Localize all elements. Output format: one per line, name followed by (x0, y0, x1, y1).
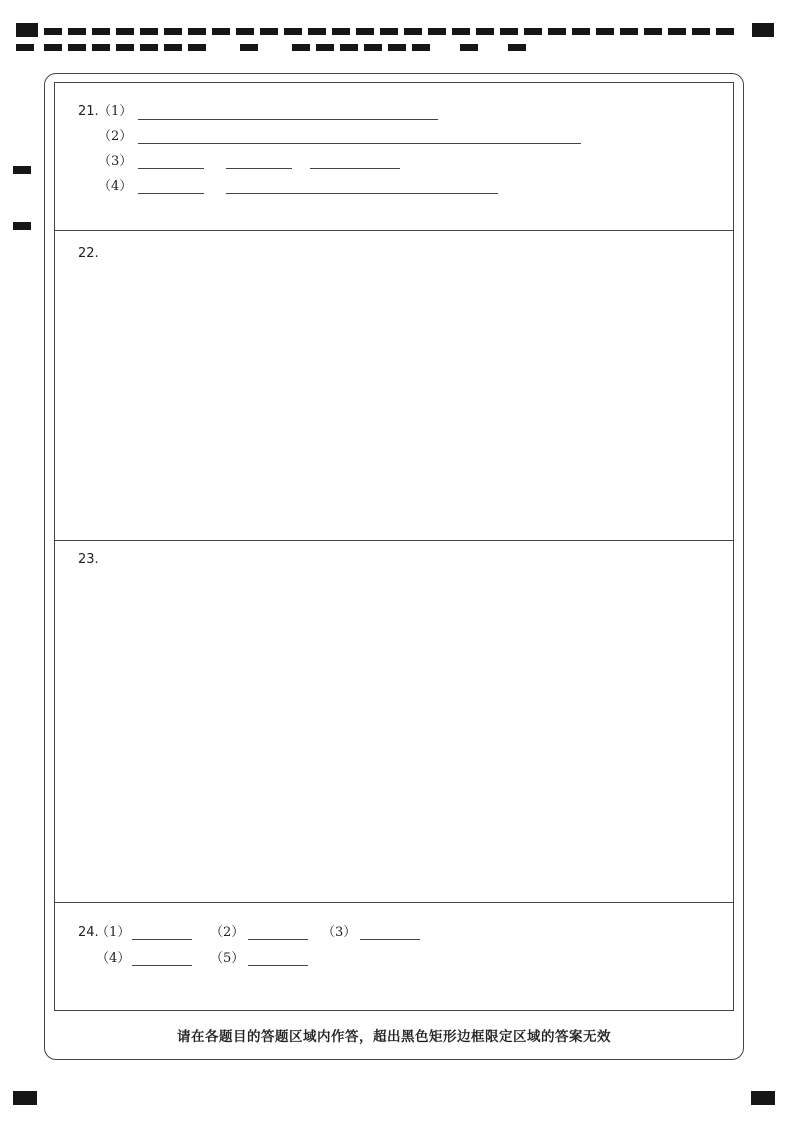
divider-22 (54, 230, 734, 231)
part-label: （3） (322, 925, 357, 940)
question-number: 21. (78, 104, 99, 119)
question-number: 24. (78, 925, 99, 940)
question-number: 23. (78, 552, 99, 567)
answer-blank[interactable] (226, 193, 498, 194)
part-label: （2） (210, 925, 245, 940)
side-mark (13, 166, 31, 174)
answer-blank[interactable] (248, 965, 308, 966)
divider-24 (54, 902, 734, 903)
part-label: （1） (96, 925, 131, 940)
answer-area-frame (54, 82, 734, 1011)
part-label: （4） (98, 179, 133, 194)
question-number: 22. (78, 246, 99, 261)
side-mark (13, 222, 31, 230)
answer-blank[interactable] (226, 168, 292, 169)
answer-blank[interactable] (138, 168, 204, 169)
answer-blank[interactable] (138, 193, 204, 194)
part-label: （2） (98, 129, 133, 144)
part-label: （4） (96, 951, 131, 966)
corner-mark-bottom-left (13, 1091, 37, 1105)
part-label: （3） (98, 154, 133, 169)
answer-blank[interactable] (310, 168, 400, 169)
part-label: （5） (210, 951, 245, 966)
answer-blank[interactable] (138, 143, 581, 144)
answer-blank[interactable] (132, 939, 192, 940)
answer-blank[interactable] (138, 119, 438, 120)
answer-blank[interactable] (132, 965, 192, 966)
corner-mark-bottom-right (751, 1091, 775, 1105)
answer-blank[interactable] (360, 939, 420, 940)
divider-23 (54, 540, 734, 541)
footer-notice: 请在各题目的答题区域内作答，超出黑色矩形边框限定区域的答案无效 (177, 1029, 611, 1045)
part-label: （1） (98, 104, 133, 119)
answer-blank[interactable] (248, 939, 308, 940)
